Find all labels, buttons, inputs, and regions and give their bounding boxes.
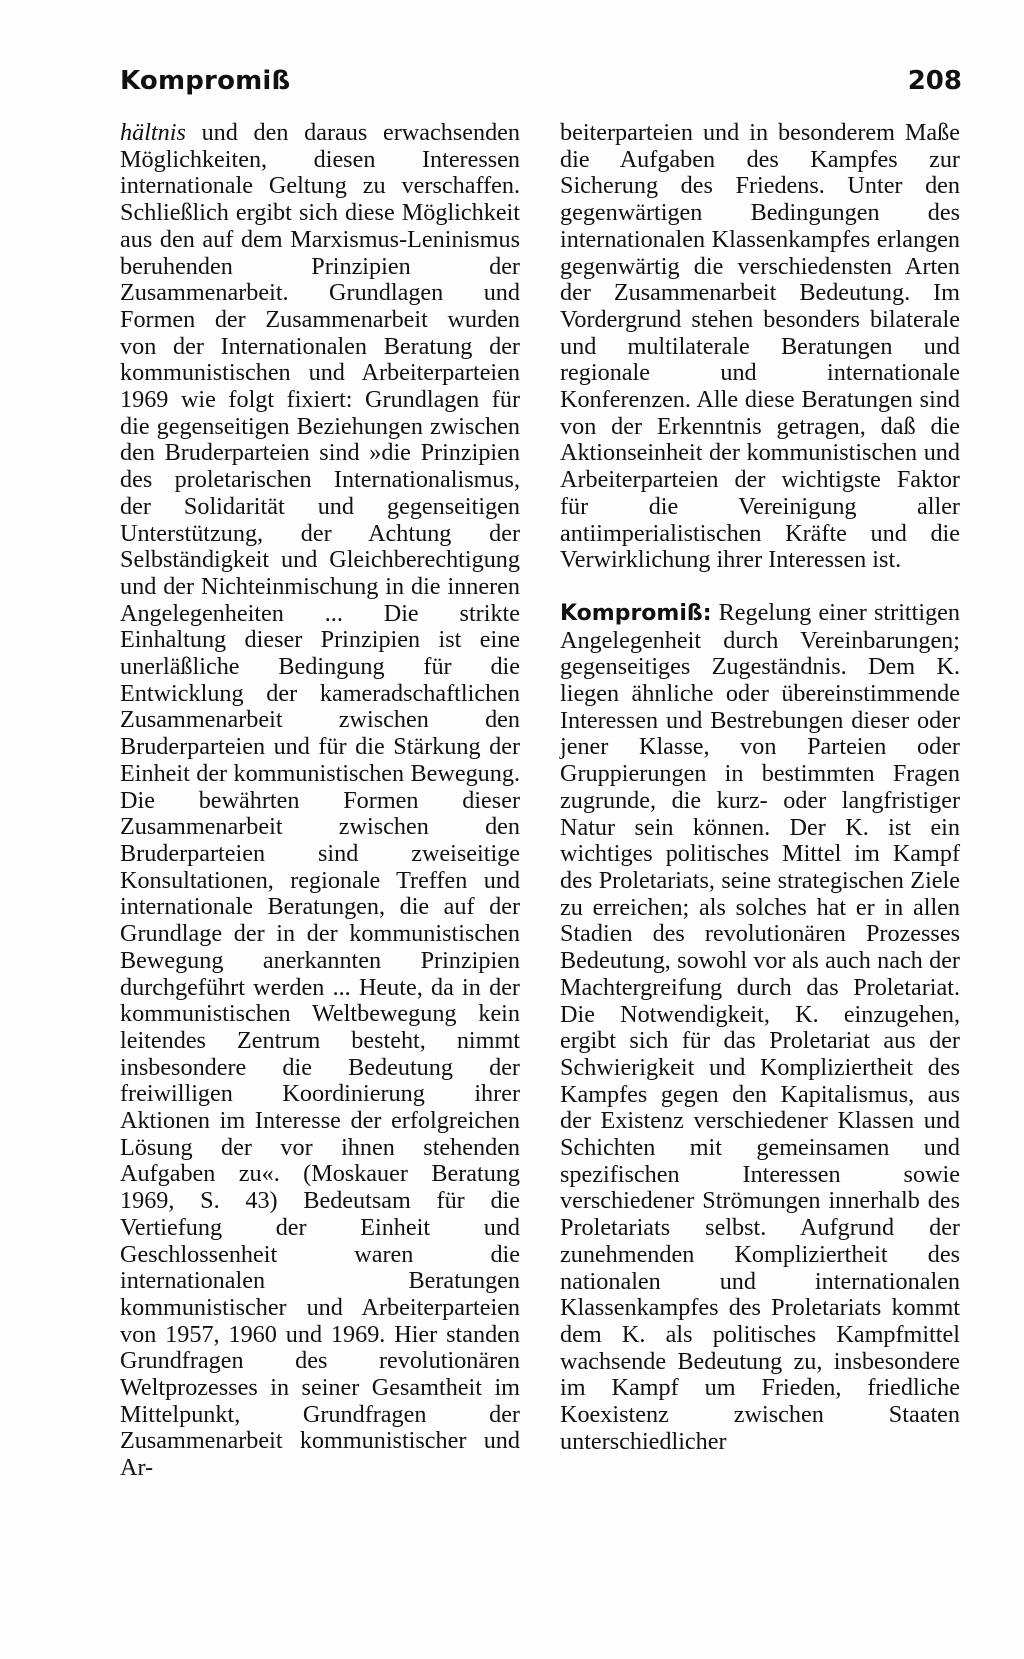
running-head: Kompromiß [120, 66, 291, 96]
right-column [560, 120, 960, 1455]
left-paragraph [120, 120, 520, 1482]
entry-headword: Kompromiß: [560, 600, 712, 626]
italic-word: hältnis [120, 119, 186, 146]
left-column [120, 120, 520, 1482]
right-paragraph-continuation: beiterparteien und in besonderem Maße die Aufgaben des Kampfes zur Sicherung des Friedens. Unter den gegenwärtigen Bedingungen des internationalen Klassenkampfes erlangen gegenwärtig die verschiedensten Arten der Zusammenarbeit Bedeutung. Im Vordergrund stehen besonders bilaterale und multilaterale Beratungen und regionale und internationale Konferenzen. Alle diese Beratungen sind von der Erkenntnis getragen, daß die Aktionseinheit der kommunistischen und Arbeiterparteien der wichtigste Faktor für die Vereinigung aller antiimperialistischen Kräfte und die Verwirklichung ihrer Interessen ist. [560, 119, 960, 574]
dictionary-entry [560, 600, 960, 1456]
left-paragraph-text: und den daraus erwachsenden Möglichkeiten, diesen Interessen internationale Geltung zu verschaffen. Schließlich ergibt sich diese Möglichkeit aus den auf dem Marxismus-Leninismus beruhenden Prinzipien der Zusammenarbeit. Grundlagen und Formen der Zusammenarbeit wurden von der Internationalen Beratung der kommunistischen und Arbeiterparteien 1969 wie folgt fixiert: Grundlagen für die gegenseitigen Beziehungen zwischen den Bruderparteien sind »die Prinzipien des proletarischen Internationalismus, der Solidarität und gegenseitigen Unterstützung, der Achtung der Selbständigkeit und Gleichberechtigung und der Nichteinmischung in die inneren Angelegenheiten ... Die strikte Einhaltung dieser Prinzipien ist eine unerläßliche Bedingung für die Entwicklung der kameradschaftlichen Zusammenarbeit zwischen den Bruderparteien und für die Stärkung der Einheit der kommunistischen Bewegung. Die bewährten Formen dieser Zusammenarbeit zwischen den Bruderparteien sind zweiseitige Konsultationen, regionale Treffen und internationale Beratungen, die auf der Grundlage der in der kommunistischen Bewegung anerkannten Prinzipien durchgeführt werden ... Heute, da in der kommunistischen Weltbewegung kein leitendes Zentrum besteht, nimmt insbesondere die Bedeutung der freiwilligen Koordinierung ihrer Aktionen im Interesse der erfolgreichen Lösung der vor ihnen stehenden Aufgaben zu«. (Moskauer Beratung 1969, S. 43) Bedeutsam für die Vertiefung der Einheit und Geschlossenheit waren die internationalen Beratungen kommunistischer und Arbeiterparteien von 1957, 1960 und 1969. Hier standen Grundfragen des revolutionären Weltprozesses in seiner Gesamtheit im Mittelpunkt, Grundfragen der Zusammenarbeit kommunistischer und Ar- [120, 119, 520, 1482]
entry-text: Regelung einer strittigen Angelegenheit durch Vereinbarungen; gegenseitiges Zugeständnis. Dem K. liegen ähnliche oder übereinstimmende Interessen und Bestrebungen dieser oder jener Klasse, von Parteien oder Gruppierungen in bestimmten Fragen zugrunde, die kurz- oder langfristiger Natur sein können. Der K. ist ein wichtiges politisches Mittel im Kampf des Proletariats, seine strategischen Ziele zu erreichen; als solches hat er in allen Stadien des revolutionären Prozesses Bedeutung, sowohl vor als auch nach der Machtergreifung durch das Proletariat. Die Notwendigkeit, K. einzugehen, ergibt sich für das Proletariat aus der Schwierigkeit und Kompliziertheit des Kampfes gegen den Kapitalismus, aus der Existenz verschiedener Klassen und Schichten mit gemeinsamen und spezifischen Interessen sowie verschiedener Strömungen innerhalb des Proletariats selbst. Aufgrund der zunehmenden Kompliziertheit des nationalen und internationalen Klassenkampfes des Proletariats kommt dem K. als politisches Kampfmittel wachsende Bedeutung zu, insbesondere im Kampf um Frieden, friedliche Koexistenz zwischen Staaten unterschiedlicher [560, 598, 960, 1455]
page-number: 208 [907, 66, 962, 96]
